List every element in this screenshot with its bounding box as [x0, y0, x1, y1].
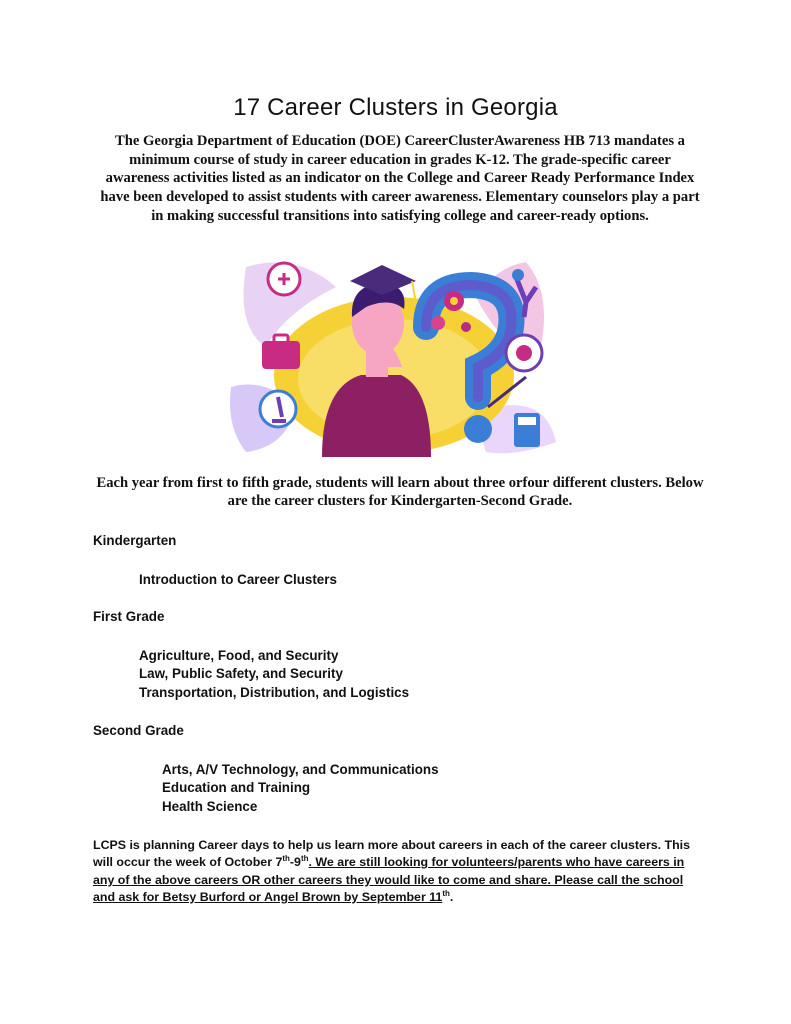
gear-hub [450, 297, 458, 305]
second-grade-cluster-list [162, 761, 439, 816]
yearly-clusters-text: Each year from first to fifth grade, students will learn about three orfour different clusters. Below are the career clusters for Kindergarten-Second Grade. [96, 475, 704, 509]
notice-text-underlined: . We are still looking for volunteers/parents who have careers in any of the above careers OR other careers they would like to come and share. Please call the school and ask for Betsy Burford or Angel Brown by September 11 [93, 855, 685, 904]
lab-icon-detail [516, 345, 532, 361]
intro-paragraph: The Georgia Department of Education (DOE) CareerClusterAwareness HB 713 mandates a minimum course of study in career education in grades K-12. The grade-specific career awareness activities listed as an indicator on the College and Career Ready Performance Index have been developed to assist students with career awareness. Elementary counselors play a part in making successful transitions into satisfying college and career-ready options. [100, 133, 700, 224]
robot-arm-joint [512, 269, 524, 281]
page-title: 17 Career Clusters in Georgia [233, 94, 558, 121]
graduation-cap-icon [350, 265, 416, 295]
cluster-item: Law, Public Safety, and Security [139, 666, 343, 682]
gear-icon [431, 316, 445, 330]
notice-superscript: th [300, 854, 309, 864]
career-days-notice [93, 837, 703, 906]
notice-superscript: th [282, 854, 290, 864]
calculator-screen [518, 417, 536, 425]
cluster-item: Arts, A/V Technology, and Communications [162, 762, 439, 777]
cluster-item: Education and Training [162, 780, 311, 796]
question-mark-dot [464, 415, 492, 443]
kindergarten-cluster-list [139, 571, 337, 589]
briefcase-handle [274, 335, 288, 343]
grade-heading-first-grade: First Grade [93, 609, 165, 624]
first-grade-cluster-list [139, 647, 409, 702]
cluster-item: Health Science [162, 798, 258, 814]
notice-text: LCPS is planning Career days to help us learn more about careers in each of the career clusters. This will occur the week of October 7 [93, 838, 691, 870]
grade-heading-second-grade: Second Grade [93, 723, 184, 738]
career-clusters-illustration [226, 257, 558, 457]
grade-heading-kindergarten: Kindergarten [93, 533, 177, 548]
cluster-item: Introduction to Career Clusters [139, 572, 337, 587]
notice-superscript: th [442, 888, 450, 898]
gear-icon [461, 322, 471, 332]
briefcase-icon [262, 341, 300, 369]
cluster-item: Transportation, Distribution, and Logistics [139, 684, 410, 700]
notice-text: -9 [289, 855, 301, 870]
cluster-item: Agriculture, Food, and Security [139, 648, 339, 663]
notice-text: . [449, 889, 454, 904]
